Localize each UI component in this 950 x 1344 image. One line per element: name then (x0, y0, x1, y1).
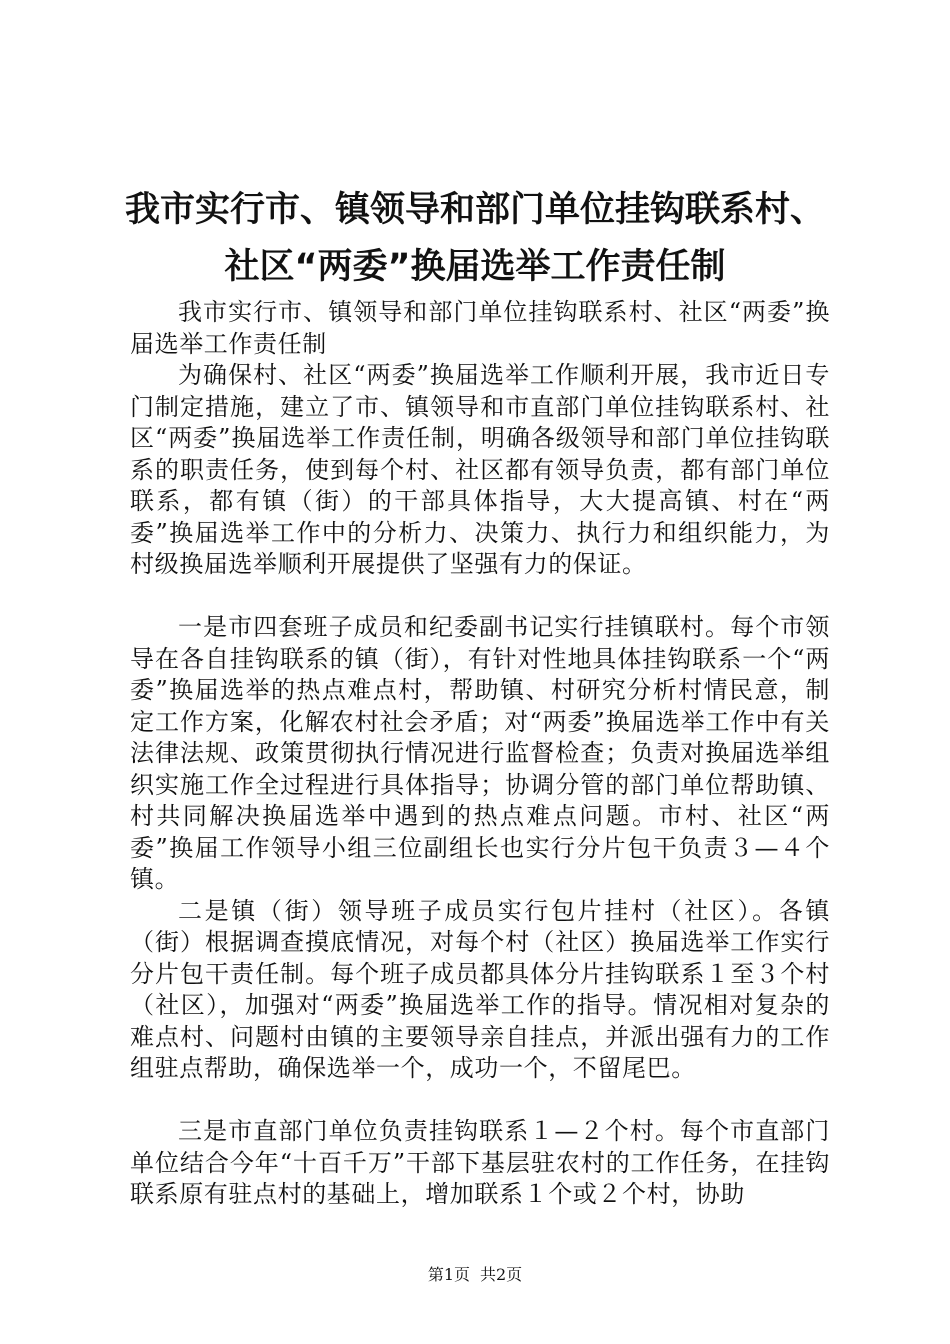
page-number: 第1页 (427, 1265, 470, 1284)
document-title-line-1: 我市实行市、镇领导和部门单位挂钩联系村、 (124, 190, 825, 230)
paragraph-intro-title: 我市实行市、镇领导和部门单位挂钩联系村、社区“两委”换届选举工作责任制 (130, 298, 830, 358)
document-body (130, 297, 830, 1211)
paragraph-point-3: 三是市直部门单位负责挂钩联系１—２个村。每个市直部门单位结合今年“十百千万”干部下基层驻农村的工作任务，在挂钩联系原有驻点村的基础上，增加联系１个或２个村，协助 (130, 1117, 830, 1208)
document-title-line-2: 社区“两委”换届选举工作责任制 (224, 247, 726, 287)
paragraph-point-1: 一是市四套班子成员和纪委副书记实行挂镇联村。每个市领导在各自挂钩联系的镇（街），有针对性地具体挂钩联系一个“两委”换届选举的热点难点村，帮助镇、村研究分析村情民意，制定工作方案，化解农村社会矛盾；对“两委”换届选举工作中有关法律法规、政策贯彻执行情况进行监督检查；负责对换届选举组织实施工作全过程进行具体指导；协调分管的部门单位帮助镇、村共同解决换届选举中遇到的热点难点问题。市村、社区“两委”换届工作领导小组三位副组长也实行分片包干负责３—４个镇。 (130, 613, 830, 893)
paragraph-overview: 为确保村、社区“两委”换届选举工作顺利开展，我市近日专门制定措施，建立了市、镇领导和市直部门单位挂钩联系村、社区“两委”换届选举工作责任制，明确各级领导和部门单位挂钩联系的职责任务，使到每个村、社区都有领导负责，都有部门单位联系，都有镇（街）的干部具体指导，大大提高镇、村在“两委”换届选举工作中的分析力、决策力、执行力和组织能力，为村级换届选举顺利开展提供了坚强有力的保证。 (130, 361, 830, 578)
page-total: 共2页 (480, 1265, 523, 1284)
paragraph-point-2: 二是镇（街）领导班子成员实行包片挂村（社区）。各镇（街）根据调查摸底情况，对每个村（社区）换届选举工作实行分片包干责任制。每个班子成员都具体分片挂钩联系１至３个村（社区），加强对“两委”换届选举工作的指导。情况相对复杂的难点村、问题村由镇的主要领导亲自挂点，并派出强有力的工作组驻点帮助，确保选举一个，成功一个，不留尾巴。 (130, 896, 830, 1082)
page-footer (0, 1265, 950, 1285)
